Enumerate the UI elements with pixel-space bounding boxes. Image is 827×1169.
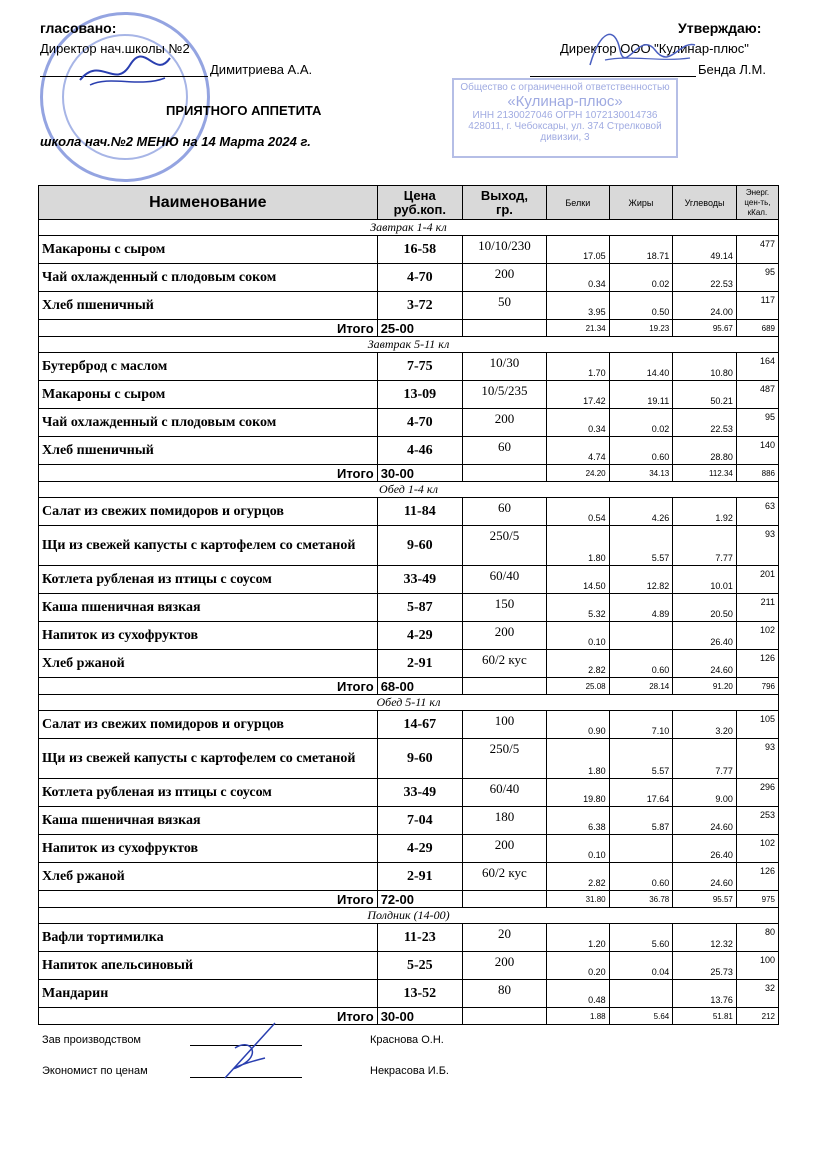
footer-signature xyxy=(205,1018,285,1088)
item-fat xyxy=(609,980,673,1008)
total-row xyxy=(39,891,779,908)
total-carbs: 91.20 xyxy=(673,678,737,695)
item-price: 9-60 xyxy=(377,739,462,779)
item-price: 16-58 xyxy=(377,236,462,264)
item-fat: 5.57 xyxy=(609,526,673,566)
total-price: 68-00 xyxy=(377,678,462,695)
item-protein: 0.20 xyxy=(547,952,610,980)
item-name: Напиток апельсиновый xyxy=(39,952,378,980)
agreed-role: Директор нач.школы №2 xyxy=(40,41,190,56)
item-protein: 0.34 xyxy=(547,409,610,437)
menu-item-row xyxy=(39,650,779,678)
item-energy: 80 xyxy=(736,924,778,952)
menu-item-row xyxy=(39,292,779,320)
item-output: 150 xyxy=(462,594,546,622)
item-protein: 17.05 xyxy=(547,236,610,264)
company-stamp-ids: ИНН 2130027046 ОГРН 1072130014736 xyxy=(472,110,658,121)
item-carbs: 9.00 xyxy=(673,779,737,807)
total-label: Итого xyxy=(39,891,378,908)
item-energy: 93 xyxy=(736,526,778,566)
section-row xyxy=(39,908,779,924)
item-price: 4-46 xyxy=(377,437,462,465)
item-output: 50 xyxy=(462,292,546,320)
item-protein: 0.10 xyxy=(547,835,610,863)
item-fat: 0.60 xyxy=(609,863,673,891)
item-price: 7-75 xyxy=(377,353,462,381)
item-carbs: 22.53 xyxy=(673,264,737,292)
menu-table xyxy=(38,185,779,1025)
item-protein: 1.80 xyxy=(547,526,610,566)
item-protein: 17.42 xyxy=(547,381,610,409)
menu-item-row xyxy=(39,711,779,739)
item-price: 5-25 xyxy=(377,952,462,980)
section-title: Завтрак 1-4 кл xyxy=(39,220,779,236)
section-title: Завтрак 5-11 кл xyxy=(39,337,779,353)
col-output-header xyxy=(462,186,546,220)
item-name: Чай охлажденный с плодовым соком xyxy=(39,264,378,292)
menu-item-row xyxy=(39,526,779,566)
menu-item-row xyxy=(39,952,779,980)
item-carbs: 24.60 xyxy=(673,863,737,891)
item-name: Щи из свежей капусты с картофелем со сметаной xyxy=(39,526,378,566)
production-name: Краснова О.Н. xyxy=(370,1034,444,1046)
menu-item-row xyxy=(39,498,779,526)
company-stamp-name: «Кулинар-плюс» xyxy=(507,93,623,110)
item-fat: 5.87 xyxy=(609,807,673,835)
item-fat: 17.64 xyxy=(609,779,673,807)
item-output: 200 xyxy=(462,622,546,650)
item-name: Хлеб пшеничный xyxy=(39,292,378,320)
approve-label: Утверждаю: xyxy=(678,20,762,36)
item-price: 4-29 xyxy=(377,622,462,650)
agreed-name: Димитриева А.А. xyxy=(210,62,313,77)
col-price-header-l2: руб.коп. xyxy=(393,201,446,217)
total-energy: 886 xyxy=(736,465,778,482)
item-carbs: 22.53 xyxy=(673,409,737,437)
item-output: 80 xyxy=(462,980,546,1008)
approve-name: Бенда Л.М. xyxy=(698,62,766,77)
item-name: Салат из свежих помидоров и огурцов xyxy=(39,498,378,526)
total-label: Итого xyxy=(39,678,378,695)
item-price: 11-23 xyxy=(377,924,462,952)
item-carbs: 3.20 xyxy=(673,711,737,739)
item-price: 33-49 xyxy=(377,566,462,594)
menu-item-row xyxy=(39,807,779,835)
item-price: 4-29 xyxy=(377,835,462,863)
item-name: Щи из свежей капусты с картофелем со сметаной xyxy=(39,739,378,779)
item-price: 14-67 xyxy=(377,711,462,739)
item-name: Бутерброд с маслом xyxy=(39,353,378,381)
total-output xyxy=(462,465,546,482)
col-energy-header-l3: кКал. xyxy=(747,207,768,217)
item-name: Вафли тортимилка xyxy=(39,924,378,952)
item-output: 200 xyxy=(462,264,546,292)
total-label: Итого xyxy=(39,320,378,337)
item-fat: 19.11 xyxy=(609,381,673,409)
total-carbs: 95.67 xyxy=(673,320,737,337)
item-energy: 100 xyxy=(736,952,778,980)
item-name: Хлеб ржаной xyxy=(39,650,378,678)
table-header-row xyxy=(39,186,779,220)
item-output: 200 xyxy=(462,835,546,863)
item-energy: 126 xyxy=(736,863,778,891)
total-protein: 24.20 xyxy=(547,465,610,482)
item-protein: 1.20 xyxy=(547,924,610,952)
item-price: 5-87 xyxy=(377,594,462,622)
item-fat: 0.02 xyxy=(609,264,673,292)
item-name: Котлета рубленая из птицы с соусом xyxy=(39,779,378,807)
menu-item-row xyxy=(39,924,779,952)
item-carbs: 10.01 xyxy=(673,566,737,594)
total-energy: 796 xyxy=(736,678,778,695)
item-price: 2-91 xyxy=(377,650,462,678)
item-fat: 4.26 xyxy=(609,498,673,526)
item-protein: 2.82 xyxy=(547,863,610,891)
section-title: Полдник (14-00) xyxy=(39,908,779,924)
menu-item-row xyxy=(39,779,779,807)
col-fat-header: Жиры xyxy=(609,186,673,220)
section-row xyxy=(39,695,779,711)
item-energy: 105 xyxy=(736,711,778,739)
item-protein: 4.74 xyxy=(547,437,610,465)
item-output: 180 xyxy=(462,807,546,835)
item-name: Макароны с сыром xyxy=(39,381,378,409)
menu-item-row xyxy=(39,409,779,437)
item-protein: 0.48 xyxy=(547,980,610,1008)
total-price: 72-00 xyxy=(377,891,462,908)
item-carbs: 50.21 xyxy=(673,381,737,409)
item-carbs: 26.40 xyxy=(673,835,737,863)
item-carbs: 28.80 xyxy=(673,437,737,465)
item-energy: 32 xyxy=(736,980,778,1008)
menu-item-row xyxy=(39,353,779,381)
company-stamp-line1: Общество с ограниченной ответственностью xyxy=(460,82,670,93)
item-output: 60/40 xyxy=(462,779,546,807)
total-price: 30-00 xyxy=(377,1008,462,1025)
item-output: 10/5/235 xyxy=(462,381,546,409)
col-output-header-l1: Выход, xyxy=(480,187,528,203)
item-energy: 93 xyxy=(736,739,778,779)
menu-item-row xyxy=(39,594,779,622)
item-energy: 211 xyxy=(736,594,778,622)
item-protein: 14.50 xyxy=(547,566,610,594)
item-price: 33-49 xyxy=(377,779,462,807)
item-energy: 201 xyxy=(736,566,778,594)
col-price-header xyxy=(377,186,462,220)
item-name: Хлеб ржаной xyxy=(39,863,378,891)
total-fat: 34.13 xyxy=(609,465,673,482)
signature-right xyxy=(580,20,700,75)
item-carbs: 13.76 xyxy=(673,980,737,1008)
menu-item-row xyxy=(39,381,779,409)
item-output: 250/5 xyxy=(462,739,546,779)
item-carbs: 7.77 xyxy=(673,739,737,779)
total-row xyxy=(39,678,779,695)
economist-label: Экономист по ценам xyxy=(42,1065,148,1077)
item-energy: 253 xyxy=(736,807,778,835)
item-output: 60 xyxy=(462,437,546,465)
total-fat: 36.78 xyxy=(609,891,673,908)
item-fat: 12.82 xyxy=(609,566,673,594)
section-row xyxy=(39,337,779,353)
total-price: 25-00 xyxy=(377,320,462,337)
greeting-title: ПРИЯТНОГО АППЕТИТА xyxy=(166,103,322,118)
item-price: 13-52 xyxy=(377,980,462,1008)
menu-item-row xyxy=(39,835,779,863)
total-protein: 1.88 xyxy=(547,1008,610,1025)
item-energy: 117 xyxy=(736,292,778,320)
item-carbs: 10.80 xyxy=(673,353,737,381)
item-output: 60/40 xyxy=(462,566,546,594)
menu-subtitle: школа нач.№2 МЕНЮ на 14 Марта 2024 г. xyxy=(40,134,311,149)
item-price: 2-91 xyxy=(377,863,462,891)
item-name: Чай охлажденный с плодовым соком xyxy=(39,409,378,437)
signature-left xyxy=(70,50,180,95)
item-energy: 477 xyxy=(736,236,778,264)
total-energy: 212 xyxy=(736,1008,778,1025)
item-output: 10/10/230 xyxy=(462,236,546,264)
item-output: 60 xyxy=(462,498,546,526)
item-name: Котлета рубленая из птицы с соусом xyxy=(39,566,378,594)
total-label: Итого xyxy=(39,465,378,482)
economist-name: Некрасова И.Б. xyxy=(370,1065,449,1077)
menu-item-row xyxy=(39,264,779,292)
item-protein: 0.90 xyxy=(547,711,610,739)
menu-item-row xyxy=(39,739,779,779)
section-row xyxy=(39,220,779,236)
total-row xyxy=(39,1008,779,1025)
item-energy: 63 xyxy=(736,498,778,526)
item-output: 10/30 xyxy=(462,353,546,381)
item-energy: 126 xyxy=(736,650,778,678)
item-output: 20 xyxy=(462,924,546,952)
total-output xyxy=(462,678,546,695)
item-fat: 0.60 xyxy=(609,650,673,678)
item-carbs: 1.92 xyxy=(673,498,737,526)
item-protein: 0.54 xyxy=(547,498,610,526)
item-carbs: 24.00 xyxy=(673,292,737,320)
item-price: 4-70 xyxy=(377,264,462,292)
menu-item-row xyxy=(39,437,779,465)
company-stamp-address: 428011, г. Чебоксары, ул. 374 Стрелковой дивизии, 3 xyxy=(468,121,662,143)
section-title: Обед 5-11 кл xyxy=(39,695,779,711)
item-price: 9-60 xyxy=(377,526,462,566)
section-row xyxy=(39,482,779,498)
item-carbs: 7.77 xyxy=(673,526,737,566)
item-protein: 1.70 xyxy=(547,353,610,381)
item-energy: 296 xyxy=(736,779,778,807)
item-carbs: 25.73 xyxy=(673,952,737,980)
item-protein: 0.34 xyxy=(547,264,610,292)
item-protein: 19.80 xyxy=(547,779,610,807)
total-fat: 19.23 xyxy=(609,320,673,337)
item-energy: 95 xyxy=(736,264,778,292)
total-row xyxy=(39,320,779,337)
menu-item-row xyxy=(39,236,779,264)
total-fat: 28.14 xyxy=(609,678,673,695)
item-carbs: 24.60 xyxy=(673,650,737,678)
item-name: Салат из свежих помидоров и огурцов xyxy=(39,711,378,739)
col-energy-header-l1: Энерг. xyxy=(745,187,770,197)
total-protein: 21.34 xyxy=(547,320,610,337)
total-row xyxy=(39,465,779,482)
total-output xyxy=(462,1008,546,1025)
item-energy: 164 xyxy=(736,353,778,381)
item-protein: 1.80 xyxy=(547,739,610,779)
item-price: 11-84 xyxy=(377,498,462,526)
item-price: 3-72 xyxy=(377,292,462,320)
total-energy: 689 xyxy=(736,320,778,337)
col-name-header: Наименование xyxy=(39,186,378,220)
item-output: 60/2 кус xyxy=(462,650,546,678)
item-name: Напиток из сухофруктов xyxy=(39,622,378,650)
item-energy: 102 xyxy=(736,835,778,863)
col-protein-header: Белки xyxy=(547,186,610,220)
col-output-header-l2: гр. xyxy=(495,201,513,217)
item-output: 200 xyxy=(462,409,546,437)
item-energy: 140 xyxy=(736,437,778,465)
col-energy-header xyxy=(736,186,778,220)
item-output: 250/5 xyxy=(462,526,546,566)
item-fat: 0.50 xyxy=(609,292,673,320)
item-name: Напиток из сухофруктов xyxy=(39,835,378,863)
item-output: 60/2 кус xyxy=(462,863,546,891)
col-price-header-l1: Цена xyxy=(403,187,436,203)
total-protein: 31.80 xyxy=(547,891,610,908)
approve-signature-line xyxy=(530,76,696,77)
item-fat: 0.02 xyxy=(609,409,673,437)
total-carbs: 51.81 xyxy=(673,1008,737,1025)
total-carbs: 112.34 xyxy=(673,465,737,482)
item-protein: 3.95 xyxy=(547,292,610,320)
agreed-label: гласовано: xyxy=(40,20,117,36)
approve-role: Директор ООО "Кулинар-плюс" xyxy=(560,41,749,56)
item-energy: 487 xyxy=(736,381,778,409)
item-name: Каша пшеничная вязкая xyxy=(39,594,378,622)
menu-item-row xyxy=(39,622,779,650)
item-fat: 4.89 xyxy=(609,594,673,622)
item-energy: 95 xyxy=(736,409,778,437)
total-output xyxy=(462,320,546,337)
item-name: Макароны с сыром xyxy=(39,236,378,264)
total-output xyxy=(462,891,546,908)
item-fat: 0.04 xyxy=(609,952,673,980)
item-name: Хлеб пшеничный xyxy=(39,437,378,465)
item-name: Каша пшеничная вязкая xyxy=(39,807,378,835)
item-fat: 5.60 xyxy=(609,924,673,952)
item-fat xyxy=(609,622,673,650)
item-fat: 7.10 xyxy=(609,711,673,739)
item-fat: 5.57 xyxy=(609,739,673,779)
item-carbs: 20.50 xyxy=(673,594,737,622)
item-output: 100 xyxy=(462,711,546,739)
section-title: Обед 1-4 кл xyxy=(39,482,779,498)
total-carbs: 95.57 xyxy=(673,891,737,908)
item-protein: 5.32 xyxy=(547,594,610,622)
item-energy: 102 xyxy=(736,622,778,650)
menu-table-body xyxy=(39,220,779,1025)
item-protein: 2.82 xyxy=(547,650,610,678)
item-fat: 0.60 xyxy=(609,437,673,465)
col-carbs-header: Углеводы xyxy=(673,186,737,220)
menu-item-row xyxy=(39,566,779,594)
item-protein: 0.10 xyxy=(547,622,610,650)
total-energy: 975 xyxy=(736,891,778,908)
item-output: 200 xyxy=(462,952,546,980)
production-label: Зав производством xyxy=(42,1034,141,1046)
col-energy-header-l2: цен-ть, xyxy=(744,197,771,207)
item-carbs: 49.14 xyxy=(673,236,737,264)
item-fat xyxy=(609,835,673,863)
total-price: 30-00 xyxy=(377,465,462,482)
total-fat: 5.64 xyxy=(609,1008,673,1025)
item-carbs: 12.32 xyxy=(673,924,737,952)
item-price: 7-04 xyxy=(377,807,462,835)
item-fat: 14.40 xyxy=(609,353,673,381)
item-protein: 6.38 xyxy=(547,807,610,835)
total-protein: 25.08 xyxy=(547,678,610,695)
company-stamp xyxy=(452,78,678,158)
item-fat: 18.71 xyxy=(609,236,673,264)
menu-item-row xyxy=(39,863,779,891)
item-price: 4-70 xyxy=(377,409,462,437)
item-name: Мандарин xyxy=(39,980,378,1008)
item-carbs: 26.40 xyxy=(673,622,737,650)
total-label: Итого xyxy=(39,1008,378,1025)
item-carbs: 24.60 xyxy=(673,807,737,835)
item-price: 13-09 xyxy=(377,381,462,409)
menu-item-row xyxy=(39,980,779,1008)
